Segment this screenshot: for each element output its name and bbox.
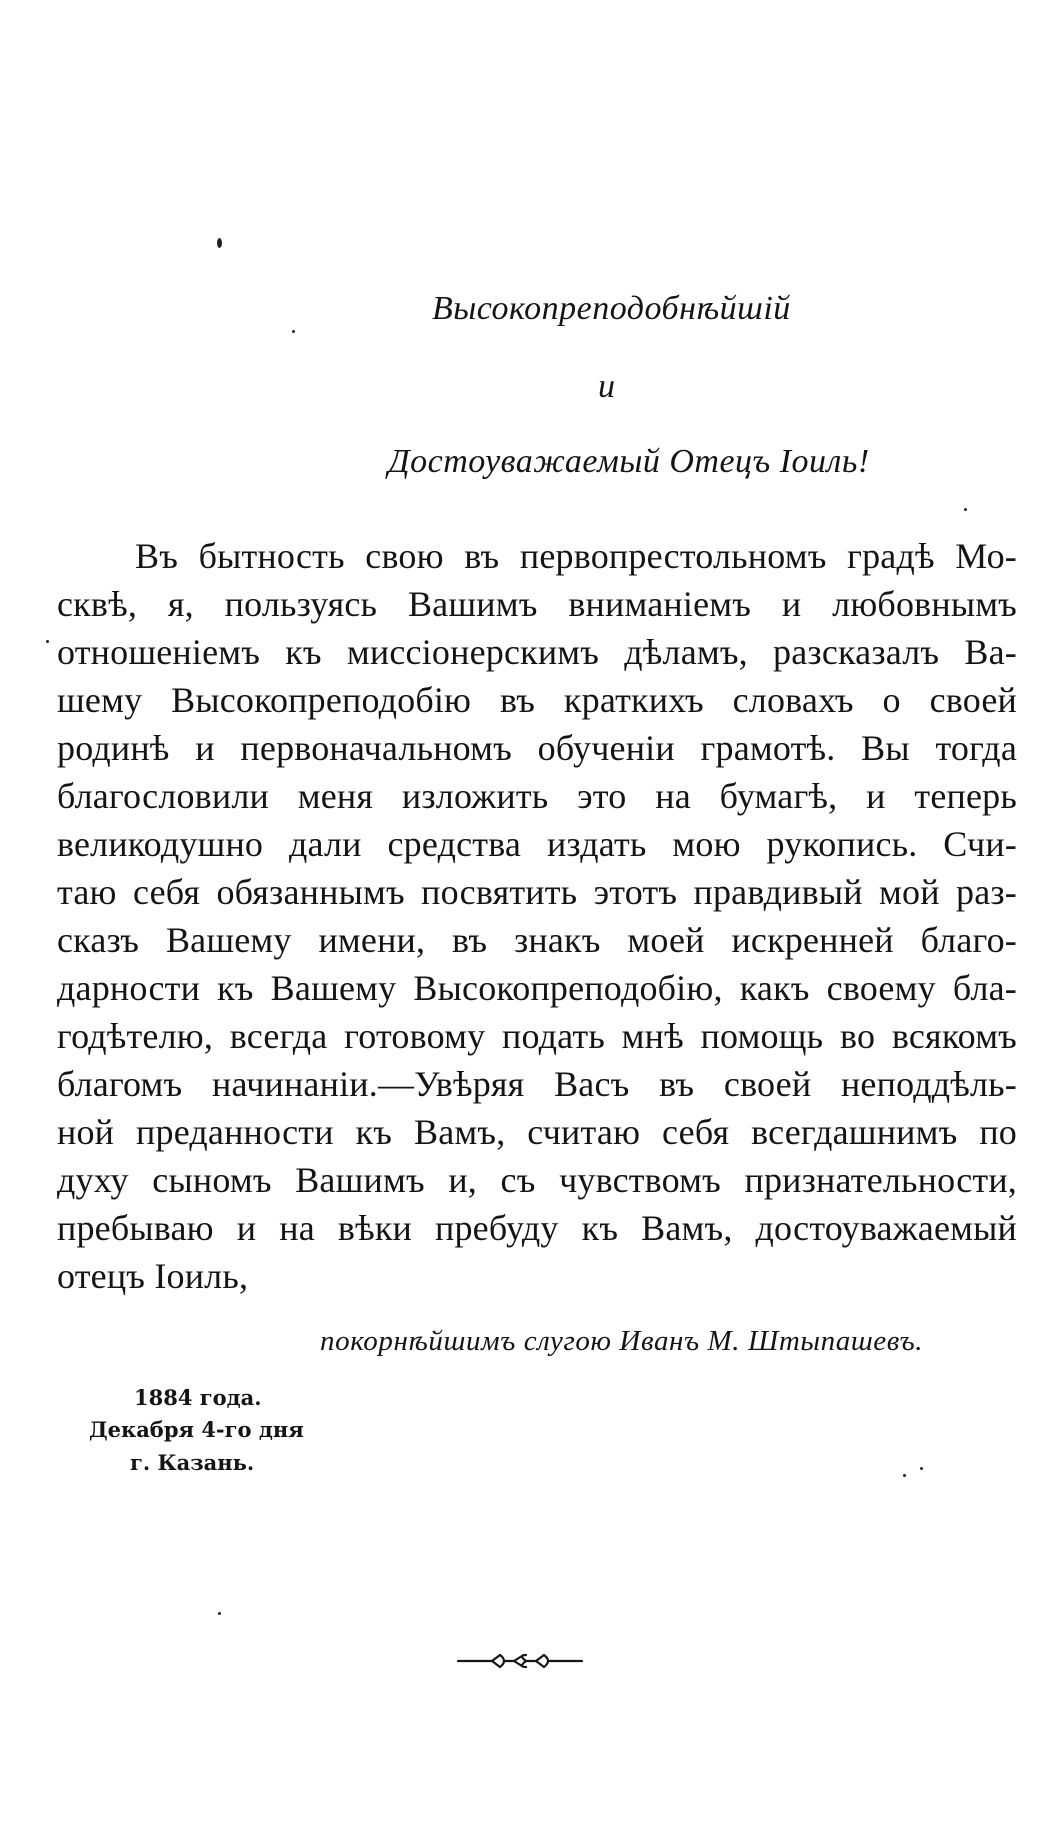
ink-speck [46,640,49,643]
text-line: Въ бытность свою въ первопрестольномъ градѣ Мо- [135,536,1017,576]
salutation-conjunction: и [598,368,615,405]
salutation-title: Высокопреподобнѣйшій [432,290,791,327]
date-day: Декабря 4-го дня [89,1417,304,1442]
text-line: родинѣ и первоначальномъ обученіи грамотѣ. Вы тогда [57,728,1017,768]
ink-speck [964,508,967,511]
salutation-address: Достоуважаемый Отецъ Іоиль! [388,443,870,480]
text-line: пребываю и на вѣки пребуду къ Вамъ, достоуважаемый [57,1208,1017,1248]
ink-speck [292,330,295,333]
text-line: благомъ начинаніи.—Увѣряя Васъ въ своей неподдѣль- [57,1064,1017,1104]
text-line: отношеніемъ къ миссіонерскимъ дѣламъ, разсказалъ Ва- [57,632,1017,672]
text-line: дарности къ Вашему Высокопреподобію, какъ своему бла- [57,968,1017,1008]
ink-speck [903,1474,906,1477]
signature: покорнѣйшимъ слугою Иванъ М. Штыпашевъ. [320,1325,924,1357]
text-line: годѣтелю, всегда готовому подать мнѣ помощь во всякомъ [57,1016,1017,1056]
ink-speck [920,1467,923,1470]
date-year: 1884 года. [134,1385,262,1410]
text-line: великодушно дали средства издать мою рукопись. Счи- [57,824,1017,864]
date-city: г. Казань. [130,1450,255,1475]
text-line: шему Высокопреподобію въ краткихъ словахъ о своей [57,680,1017,720]
text-line: таю себя обязаннымъ посвятить этотъ правдивый мой раз- [57,872,1017,912]
ink-speck [217,238,222,248]
text-line: благословили меня изложить это на бумагѣ, и теперь [57,776,1017,816]
ink-speck [218,1612,221,1615]
floral-divider-icon [456,1652,584,1674]
text-line: отецъ Іоиль, [57,1256,249,1296]
text-line: духу сыномъ Вашимъ и, съ чувствомъ признательности, [57,1160,1017,1200]
text-line: сквѣ, я, пользуясь Вашимъ вниманіемъ и любовнымъ [57,584,1017,624]
text-line: сказъ Вашему имени, въ знакъ моей искренней благо- [57,920,1017,960]
dedication-text [57,532,1017,1300]
text-line: ной преданности къ Вамъ, считаю себя всегдашнимъ по [57,1112,1017,1152]
